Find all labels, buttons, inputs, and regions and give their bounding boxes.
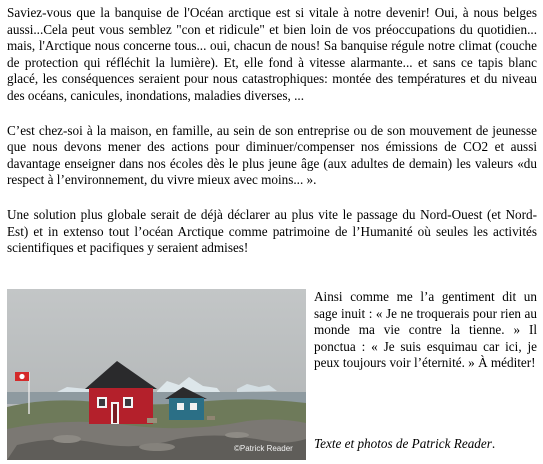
crate	[147, 418, 157, 423]
article	[7, 5, 537, 275]
paragraph-actions: C’est chez-soi à la maison, en famille, au sein de son entreprise ou de son mouvement de jeunesse que nous devons mener des actions pour diminuer/compenser nos émissions de CO2 et aussi davantage enseigner dans nos écoles dès le plus jeune âge (aux adultes de demain) les valeurs «du respect à l’environnement, du vivre mieux avec moins... ».	[7, 122, 537, 188]
window	[190, 403, 197, 410]
paragraph-solution: Une solution plus globale serait de déjà déclarer au plus vite le passage du Nord-Ouest (et Nord-Est) et in extenso tout l’océan Arctique comme patrimoine de l’Humanité où seules les activités scientifiques et pacifiques y seraient admises!	[7, 206, 537, 256]
window-pane	[125, 399, 131, 406]
crate	[207, 416, 215, 420]
inuit-quote-block	[314, 289, 537, 372]
photo-section	[7, 289, 537, 459]
window-pane	[99, 399, 105, 406]
rock	[53, 435, 81, 443]
rock	[225, 432, 249, 438]
paragraph-intro: Saviez-vous que la banquise de l'Océan arctique est si vitale à notre devenir! Oui, à nous belges aussi...Cela peut vous semblez "con et ridicule" et bien loin de vos préoccupations du quotidien... mais, l'Arctique nous concerne tous... oui, chacun de nous! Sa banquise régule notre climat (couche de protection qui réfléchit la lumière). Et, elle fond à vitesse alarmante... et sans ce tapis blanc glacé, les conséquences seraient pour nous catastrophiques: montée des températures et du niveau des océans, canicules, inondations, maladies diverses, ...	[7, 5, 537, 103]
flag-emblem	[19, 374, 24, 379]
window	[177, 403, 184, 410]
photo-watermark: ©Patrick Reader	[234, 444, 293, 453]
greenland-houses-photo	[7, 289, 306, 460]
rock	[139, 443, 175, 451]
author-credit-period: .	[491, 436, 496, 451]
photo-illustration	[7, 289, 306, 460]
author-credit-text: Texte et photos de Patrick Reader	[314, 436, 492, 451]
author-credit	[314, 436, 495, 452]
teal-house	[169, 398, 204, 420]
door-panel	[113, 404, 117, 423]
inuit-quote: Ainsi comme me l’a gentiment dit un sage inuit : « Je ne troquerais pour rien au monde ma vie contre la tienne. » Il ponctua : « Je suis esquimau car ici, je peux toujours voir l’éternité. » À méditer!	[314, 289, 537, 371]
